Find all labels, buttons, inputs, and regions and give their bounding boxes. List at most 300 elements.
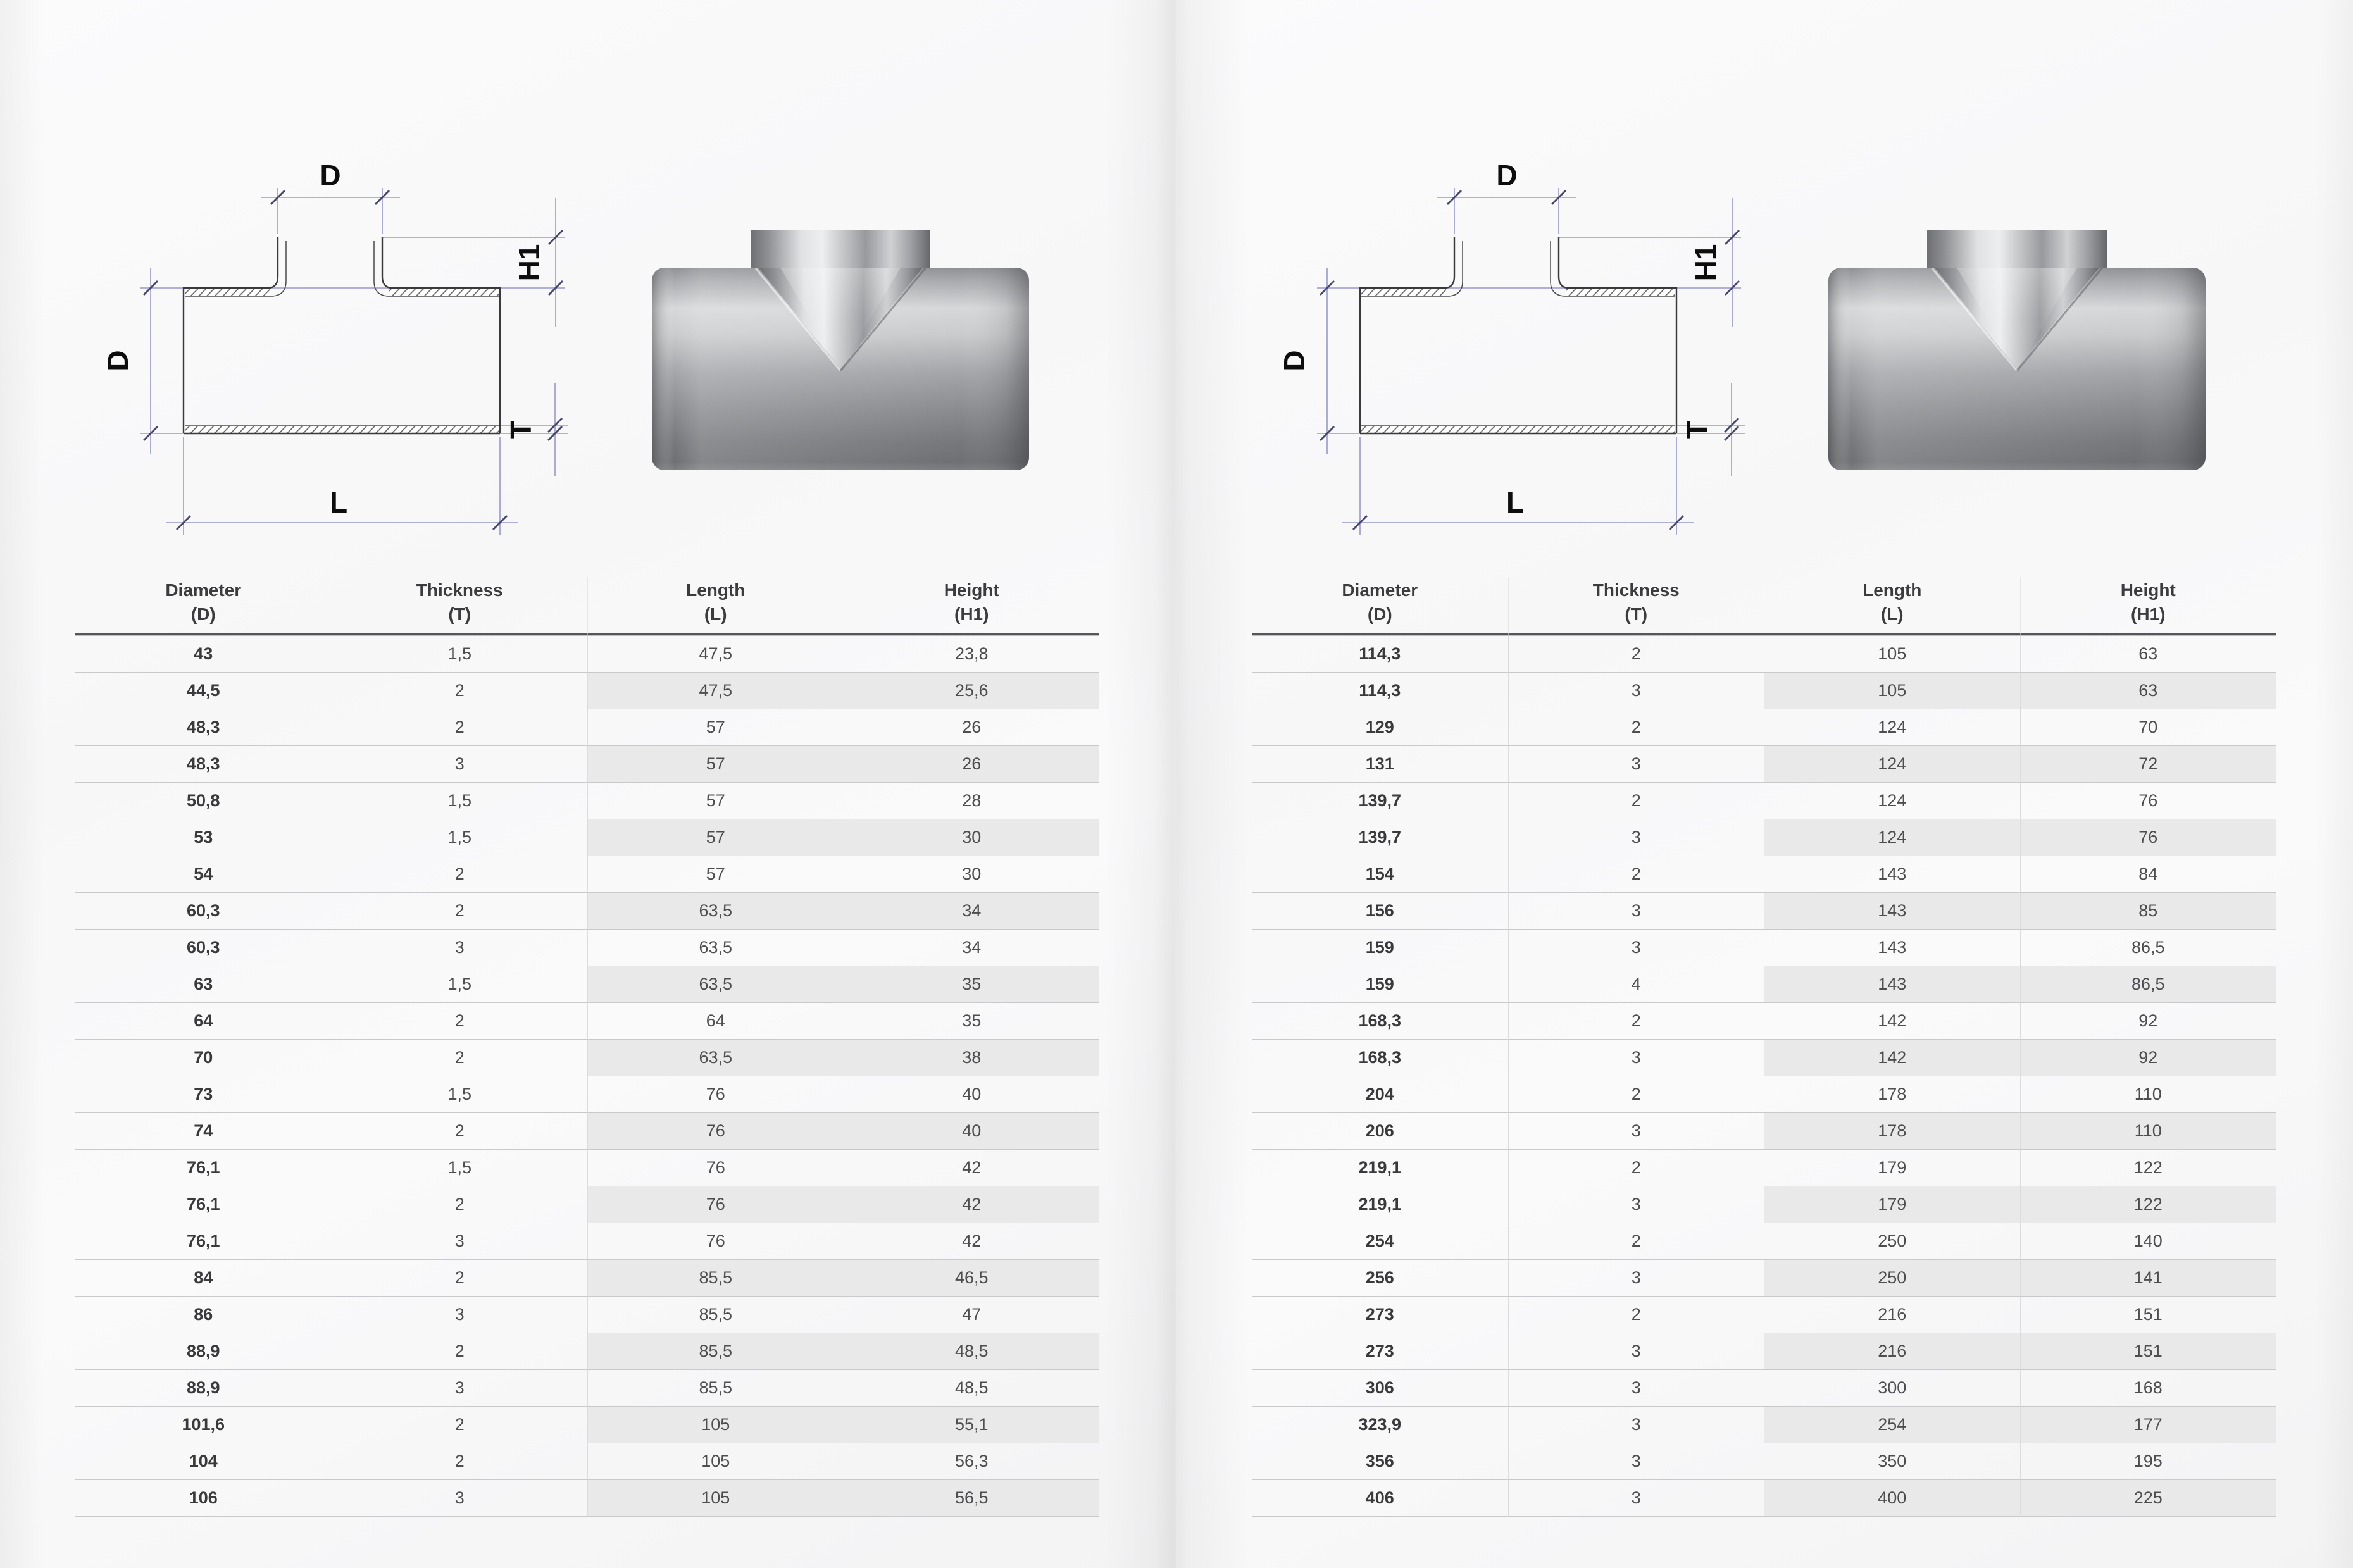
thickness-cell: 2 — [1508, 856, 1764, 893]
diameter-cell: 114,3 — [1252, 673, 1508, 709]
dimension-label-h1: H1 — [1689, 244, 1722, 282]
height-cell: 26 — [844, 709, 1100, 746]
height-cell: 168 — [2020, 1370, 2276, 1407]
diameter-cell: 114,3 — [1252, 635, 1508, 673]
length-cell: 179 — [1764, 1150, 2020, 1186]
dimension-label-d-top: D — [320, 159, 341, 192]
thickness-cell: 3 — [1508, 819, 1764, 856]
tee-3d-render — [1827, 227, 2207, 473]
dimension-label-t: T — [1681, 420, 1714, 439]
thickness-cell: 2 — [1508, 1003, 1764, 1040]
dimension-label-h1: H1 — [513, 244, 546, 282]
height-cell: 23,8 — [844, 635, 1100, 673]
thickness-cell: 3 — [332, 930, 588, 966]
length-cell: 64 — [587, 1003, 844, 1040]
diameter-cell: 63 — [75, 966, 332, 1003]
thickness-cell: 3 — [1508, 746, 1764, 783]
header-row — [1252, 577, 2276, 635]
height-cell: 47 — [844, 1297, 1100, 1333]
length-cell: 250 — [1764, 1260, 2020, 1297]
thickness-cell: 2 — [1508, 709, 1764, 746]
thickness-cell: 3 — [332, 1480, 588, 1517]
table-row — [1252, 1370, 2276, 1407]
table-row — [1252, 1040, 2276, 1076]
length-cell: 105 — [587, 1480, 844, 1517]
diameter-cell: 204 — [1252, 1076, 1508, 1113]
col-header-title: Diameter — [165, 580, 242, 600]
diameter-cell: 323,9 — [1252, 1407, 1508, 1443]
col-header-symbol: (L) — [704, 604, 727, 624]
thickness-cell: 3 — [1508, 893, 1764, 930]
col-header-thickness — [1508, 577, 1764, 635]
height-cell: 72 — [2020, 746, 2276, 783]
length-cell: 178 — [1764, 1076, 2020, 1113]
diameter-cell: 44,5 — [75, 673, 332, 709]
tee-outline — [184, 237, 500, 433]
height-cell: 30 — [844, 819, 1100, 856]
thickness-cell: 3 — [332, 746, 588, 783]
length-cell: 76 — [587, 1113, 844, 1150]
length-cell: 142 — [1764, 1003, 2020, 1040]
diameter-cell: 88,9 — [75, 1370, 332, 1407]
length-cell: 63,5 — [587, 893, 844, 930]
table-row — [75, 819, 1099, 856]
diameter-cell: 219,1 — [1252, 1150, 1508, 1186]
thickness-cell: 3 — [1508, 930, 1764, 966]
table-row — [75, 1443, 1099, 1480]
length-cell: 85,5 — [587, 1370, 844, 1407]
construction-lines — [1317, 188, 1745, 535]
length-cell: 85,5 — [587, 1333, 844, 1370]
table-row — [1252, 856, 2276, 893]
dimension-label-d-top: D — [1496, 159, 1518, 192]
length-cell: 250 — [1764, 1223, 2020, 1260]
height-cell: 141 — [2020, 1260, 2276, 1297]
length-cell: 105 — [587, 1407, 844, 1443]
height-cell: 86,5 — [2020, 930, 2276, 966]
col-header-symbol: (D) — [1367, 604, 1392, 624]
height-cell: 28 — [844, 783, 1100, 819]
table-row — [75, 635, 1099, 673]
length-cell: 142 — [1764, 1040, 2020, 1076]
diameter-cell: 273 — [1252, 1297, 1508, 1333]
height-cell: 42 — [844, 1223, 1100, 1260]
col-header-symbol: (H1) — [954, 604, 989, 624]
thickness-cell: 2 — [332, 1260, 588, 1297]
length-cell: 143 — [1764, 893, 2020, 930]
table-row — [75, 856, 1099, 893]
height-cell: 26 — [844, 746, 1100, 783]
table-row — [75, 1076, 1099, 1113]
height-cell: 84 — [2020, 856, 2276, 893]
diameter-cell: 356 — [1252, 1443, 1508, 1480]
col-header-height — [2020, 577, 2276, 635]
table-row — [1252, 1003, 2276, 1040]
col-header-title: Thickness — [1592, 580, 1680, 600]
table-header — [75, 577, 1099, 635]
height-cell: 76 — [2020, 783, 2276, 819]
height-cell: 48,5 — [844, 1370, 1100, 1407]
col-header-height — [844, 577, 1100, 635]
height-cell: 151 — [2020, 1333, 2276, 1370]
col-header-symbol: (T) — [448, 604, 471, 624]
length-cell: 178 — [1764, 1113, 2020, 1150]
hatched-wall-bottom — [1361, 426, 1675, 433]
diameter-cell: 104 — [75, 1443, 332, 1480]
col-header-symbol: (T) — [1625, 604, 1648, 624]
length-cell: 254 — [1764, 1407, 2020, 1443]
construction-lines — [140, 188, 568, 535]
col-header-title: Diameter — [1342, 580, 1418, 600]
table-body — [75, 635, 1099, 1517]
thickness-cell: 2 — [332, 709, 588, 746]
table-row — [75, 1480, 1099, 1517]
table-row — [75, 1186, 1099, 1223]
length-cell: 85,5 — [587, 1297, 844, 1333]
tee-outline — [1360, 237, 1676, 433]
length-cell: 124 — [1764, 819, 2020, 856]
thickness-cell: 2 — [1508, 1223, 1764, 1260]
table-row — [1252, 1480, 2276, 1517]
table-row — [1252, 1186, 2276, 1223]
thickness-cell: 3 — [1508, 1113, 1764, 1150]
col-header-title: Length — [686, 580, 746, 600]
length-cell: 57 — [587, 746, 844, 783]
thickness-cell: 3 — [1508, 1370, 1764, 1407]
thickness-cell: 4 — [1508, 966, 1764, 1003]
tee-3d-render — [651, 227, 1030, 473]
height-cell: 76 — [2020, 819, 2276, 856]
thickness-cell: 1,5 — [332, 819, 588, 856]
height-cell: 34 — [844, 930, 1100, 966]
table-row — [1252, 1443, 2276, 1480]
table-row — [75, 1370, 1099, 1407]
dimensions-table — [75, 577, 1099, 1517]
diameter-cell: 76,1 — [75, 1150, 332, 1186]
length-cell: 63,5 — [587, 966, 844, 1003]
diameter-cell: 106 — [75, 1480, 332, 1517]
diameter-cell: 101,6 — [75, 1407, 332, 1443]
length-cell: 57 — [587, 783, 844, 819]
dimension-label-d-left: D — [1278, 350, 1311, 371]
thickness-cell: 2 — [1508, 1297, 1764, 1333]
col-header-diameter — [1252, 577, 1508, 635]
height-cell: 92 — [2020, 1040, 2276, 1076]
thickness-cell: 3 — [1508, 1443, 1764, 1480]
table-row — [75, 1040, 1099, 1076]
col-header-thickness — [332, 577, 588, 635]
thickness-cell: 1,5 — [332, 1076, 588, 1113]
height-cell: 177 — [2020, 1407, 2276, 1443]
height-cell: 63 — [2020, 673, 2276, 709]
tee-cross-section-diagram — [1271, 117, 1752, 541]
thickness-cell: 2 — [332, 1333, 588, 1370]
length-cell: 143 — [1764, 966, 2020, 1003]
length-cell: 400 — [1764, 1480, 2020, 1517]
thickness-cell: 3 — [1508, 1407, 1764, 1443]
table-row — [75, 709, 1099, 746]
page-right — [1176, 0, 2353, 1568]
thickness-cell: 3 — [332, 1223, 588, 1260]
tee-cross-section-diagram — [95, 117, 576, 541]
thickness-cell: 3 — [1508, 1040, 1764, 1076]
table-row — [1252, 930, 2276, 966]
length-cell: 76 — [587, 1150, 844, 1186]
length-cell: 47,5 — [587, 635, 844, 673]
thickness-cell: 2 — [1508, 783, 1764, 819]
height-cell: 70 — [2020, 709, 2276, 746]
table-row — [1252, 1076, 2276, 1113]
table-row — [1252, 1113, 2276, 1150]
length-cell: 76 — [587, 1186, 844, 1223]
diameter-cell: 50,8 — [75, 783, 332, 819]
diameter-cell: 129 — [1252, 709, 1508, 746]
col-header-symbol: (L) — [1880, 604, 1904, 624]
height-cell: 34 — [844, 893, 1100, 930]
length-cell: 216 — [1764, 1333, 2020, 1370]
length-cell: 105 — [587, 1443, 844, 1480]
hatched-wall-bottom — [185, 426, 499, 433]
height-cell: 85 — [2020, 893, 2276, 930]
diameter-cell: 206 — [1252, 1113, 1508, 1150]
table-row — [75, 966, 1099, 1003]
col-header-length — [1764, 577, 2020, 635]
thickness-cell: 2 — [1508, 635, 1764, 673]
dimensions-table-container — [1252, 577, 2276, 1517]
dimensions-table — [1252, 577, 2276, 1517]
length-cell: 57 — [587, 709, 844, 746]
table-row — [1252, 673, 2276, 709]
diameter-cell: 306 — [1252, 1370, 1508, 1407]
diameter-cell: 168,3 — [1252, 1003, 1508, 1040]
diameter-cell: 86 — [75, 1297, 332, 1333]
height-cell: 63 — [2020, 635, 2276, 673]
diameter-cell: 74 — [75, 1113, 332, 1150]
height-cell: 140 — [2020, 1223, 2276, 1260]
height-cell: 122 — [2020, 1186, 2276, 1223]
table-row — [1252, 783, 2276, 819]
diameter-cell: 154 — [1252, 856, 1508, 893]
height-cell: 55,1 — [844, 1407, 1100, 1443]
thickness-cell: 3 — [332, 1370, 588, 1407]
length-cell: 143 — [1764, 930, 2020, 966]
length-cell: 85,5 — [587, 1260, 844, 1297]
col-header-title: Height — [944, 580, 999, 600]
length-cell: 105 — [1764, 635, 2020, 673]
diameter-cell: 273 — [1252, 1333, 1508, 1370]
col-header-title: Height — [2120, 580, 2176, 600]
table-row — [75, 673, 1099, 709]
thickness-cell: 2 — [332, 1113, 588, 1150]
table-row — [1252, 819, 2276, 856]
height-cell: 38 — [844, 1040, 1100, 1076]
diameter-cell: 256 — [1252, 1260, 1508, 1297]
diameter-cell: 48,3 — [75, 709, 332, 746]
table-row — [75, 1333, 1099, 1370]
thickness-cell: 2 — [332, 673, 588, 709]
height-cell: 35 — [844, 966, 1100, 1003]
height-cell: 40 — [844, 1113, 1100, 1150]
diameter-cell: 156 — [1252, 893, 1508, 930]
height-cell: 48,5 — [844, 1333, 1100, 1370]
table-row — [75, 1407, 1099, 1443]
diameter-cell: 64 — [75, 1003, 332, 1040]
diameter-cell: 219,1 — [1252, 1186, 1508, 1223]
length-cell: 300 — [1764, 1370, 2020, 1407]
diameter-cell: 131 — [1252, 746, 1508, 783]
length-cell: 63,5 — [587, 1040, 844, 1076]
height-cell: 92 — [2020, 1003, 2276, 1040]
hatched-wall-top-right — [1566, 289, 1675, 296]
thickness-cell: 3 — [332, 1297, 588, 1333]
col-header-symbol: (H1) — [2131, 604, 2166, 624]
length-cell: 105 — [1764, 673, 2020, 709]
thickness-cell: 3 — [1508, 1186, 1764, 1223]
diameter-cell: 159 — [1252, 966, 1508, 1003]
table-row — [1252, 893, 2276, 930]
height-cell: 42 — [844, 1186, 1100, 1223]
diameter-cell: 88,9 — [75, 1333, 332, 1370]
table-row — [75, 1003, 1099, 1040]
table-row — [75, 1113, 1099, 1150]
length-cell: 216 — [1764, 1297, 2020, 1333]
table-row — [75, 1297, 1099, 1333]
height-cell: 46,5 — [844, 1260, 1100, 1297]
thickness-cell: 3 — [1508, 1333, 1764, 1370]
height-cell: 122 — [2020, 1150, 2276, 1186]
header-row — [75, 577, 1099, 635]
thickness-cell: 1,5 — [332, 1150, 588, 1186]
diameter-cell: 76,1 — [75, 1223, 332, 1260]
height-cell: 56,3 — [844, 1443, 1100, 1480]
table-row — [1252, 966, 2276, 1003]
diameter-cell: 139,7 — [1252, 783, 1508, 819]
thickness-cell: 2 — [1508, 1150, 1764, 1186]
thickness-cell: 1,5 — [332, 635, 588, 673]
table-row — [1252, 1150, 2276, 1186]
diameter-cell: 48,3 — [75, 746, 332, 783]
table-row — [1252, 746, 2276, 783]
hatched-wall-top-right — [389, 289, 499, 296]
diameter-cell: 168,3 — [1252, 1040, 1508, 1076]
length-cell: 57 — [587, 856, 844, 893]
table-row — [1252, 1333, 2276, 1370]
col-header-diameter — [75, 577, 332, 635]
height-cell: 110 — [2020, 1113, 2276, 1150]
thickness-cell: 2 — [332, 1407, 588, 1443]
col-header-length — [587, 577, 844, 635]
table-row — [1252, 709, 2276, 746]
dimension-label-l: L — [1506, 486, 1525, 519]
height-cell: 225 — [2020, 1480, 2276, 1517]
table-body — [1252, 635, 2276, 1517]
length-cell: 76 — [587, 1076, 844, 1113]
height-cell: 195 — [2020, 1443, 2276, 1480]
diameter-cell: 406 — [1252, 1480, 1508, 1517]
dimension-label-l: L — [329, 486, 348, 519]
length-cell: 47,5 — [587, 673, 844, 709]
diameter-cell: 53 — [75, 819, 332, 856]
table-row — [75, 893, 1099, 930]
length-cell: 124 — [1764, 746, 2020, 783]
col-header-title: Length — [1863, 580, 1922, 600]
table-row — [1252, 635, 2276, 673]
table-row — [75, 783, 1099, 819]
diameter-cell: 139,7 — [1252, 819, 1508, 856]
length-cell: 350 — [1764, 1443, 2020, 1480]
dimensions-table-container — [75, 577, 1099, 1517]
thickness-cell: 3 — [1508, 1260, 1764, 1297]
table-row — [1252, 1407, 2276, 1443]
diameter-cell: 54 — [75, 856, 332, 893]
length-cell: 124 — [1764, 709, 2020, 746]
thickness-cell: 2 — [332, 856, 588, 893]
length-cell: 143 — [1764, 856, 2020, 893]
dimension-label-t: T — [504, 420, 537, 439]
dimension-label-d-left: D — [101, 350, 134, 371]
table-row — [75, 930, 1099, 966]
diameter-cell: 84 — [75, 1260, 332, 1297]
height-cell: 30 — [844, 856, 1100, 893]
height-cell: 25,6 — [844, 673, 1100, 709]
thickness-cell: 2 — [332, 1443, 588, 1480]
page-left — [0, 0, 1176, 1568]
thickness-cell: 3 — [1508, 673, 1764, 709]
diameter-cell: 159 — [1252, 930, 1508, 966]
table-row — [75, 1223, 1099, 1260]
hatched-wall-top-left — [185, 289, 270, 296]
diameter-cell: 254 — [1252, 1223, 1508, 1260]
table-row — [1252, 1260, 2276, 1297]
thickness-cell: 2 — [1508, 1076, 1764, 1113]
thickness-cell: 1,5 — [332, 783, 588, 819]
height-cell: 56,5 — [844, 1480, 1100, 1517]
diameter-cell: 76,1 — [75, 1186, 332, 1223]
length-cell: 76 — [587, 1223, 844, 1260]
thickness-cell: 2 — [332, 1186, 588, 1223]
length-cell: 63,5 — [587, 930, 844, 966]
diameter-cell: 73 — [75, 1076, 332, 1113]
height-cell: 40 — [844, 1076, 1100, 1113]
hatched-wall-top-left — [1361, 289, 1446, 296]
table-row — [1252, 1297, 2276, 1333]
thickness-cell: 2 — [332, 1040, 588, 1076]
thickness-cell: 3 — [1508, 1480, 1764, 1517]
thickness-cell: 1,5 — [332, 966, 588, 1003]
length-cell: 57 — [587, 819, 844, 856]
col-header-symbol: (D) — [190, 604, 216, 624]
height-cell: 42 — [844, 1150, 1100, 1186]
thickness-cell: 2 — [332, 1003, 588, 1040]
col-header-title: Thickness — [416, 580, 503, 600]
diameter-cell: 60,3 — [75, 930, 332, 966]
height-cell: 35 — [844, 1003, 1100, 1040]
length-cell: 124 — [1764, 783, 2020, 819]
table-header — [1252, 577, 2276, 635]
diameter-cell: 43 — [75, 635, 332, 673]
diameter-cell: 60,3 — [75, 893, 332, 930]
length-cell: 179 — [1764, 1186, 2020, 1223]
table-row — [75, 1260, 1099, 1297]
height-cell: 110 — [2020, 1076, 2276, 1113]
table-row — [75, 746, 1099, 783]
diameter-cell: 70 — [75, 1040, 332, 1076]
height-cell: 151 — [2020, 1297, 2276, 1333]
thickness-cell: 2 — [332, 893, 588, 930]
table-row — [1252, 1223, 2276, 1260]
height-cell: 86,5 — [2020, 966, 2276, 1003]
table-row — [75, 1150, 1099, 1186]
